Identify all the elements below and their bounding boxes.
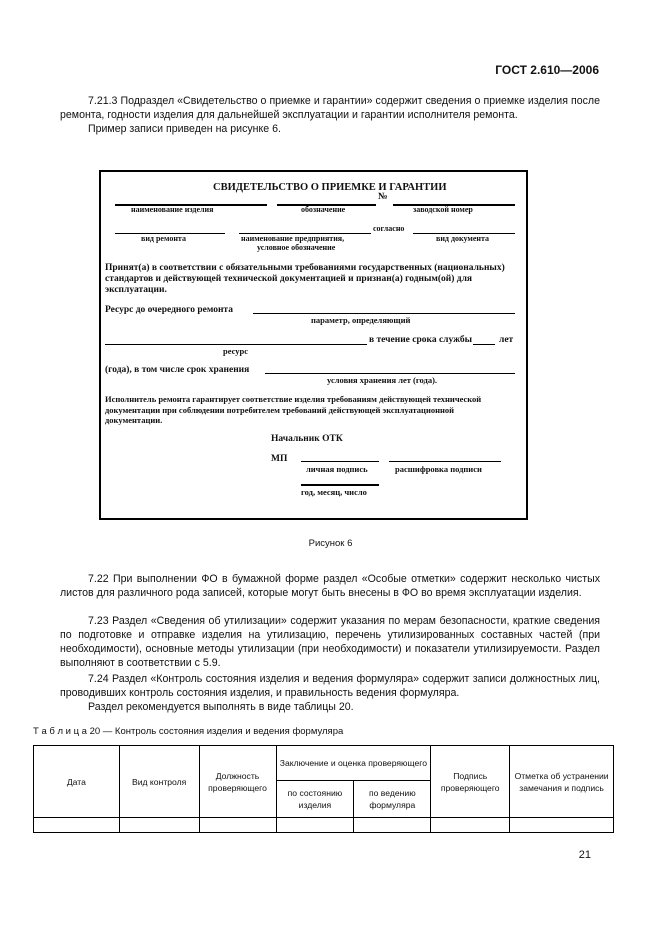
storage-cond-label: условия хранения лет (года). bbox=[327, 375, 438, 385]
service-label: в течение срока службы bbox=[369, 335, 473, 345]
number-sign: № bbox=[378, 192, 388, 202]
label-item-name: наименование изделия bbox=[131, 205, 214, 214]
header-control-type: Вид контроля bbox=[119, 746, 199, 818]
paragraph-7-24-b: Раздел рекомендуется выполнять в виде таблицы 20. bbox=[88, 701, 354, 713]
header-date: Дата bbox=[34, 746, 120, 818]
date-label: год, месяц, число bbox=[301, 487, 367, 497]
form-title: СВИДЕТЕЛЬСТВО О ПРИЕМКЕ И ГАРАНТИИ bbox=[213, 182, 447, 193]
resurs-label: ресурс bbox=[223, 346, 249, 356]
subheader-condition: по состоянию изделия bbox=[276, 781, 354, 818]
header-signature: Подпись проверяющего bbox=[431, 746, 510, 818]
param-label: параметр, определяющий bbox=[311, 315, 411, 325]
storage-label: (года), в том числе срок хранения bbox=[105, 365, 250, 375]
stamp-label: МП bbox=[271, 454, 288, 464]
page-number: 21 bbox=[578, 849, 591, 861]
control-table bbox=[33, 745, 614, 833]
paragraph-7-21-3: 7.21.3 Подраздел «Свидетельство о приемке и гарантии» содержит сведения о приемке изделия после ремонта, годности изделия для дальнейшей эксплуатации и гарантии исполнителя ремонта. bbox=[60, 95, 600, 121]
header-position: Должность проверяющего bbox=[199, 746, 276, 818]
label-code: условное обозначение bbox=[257, 243, 336, 252]
years-label: лет bbox=[499, 335, 514, 345]
header-remark: Отметка об устранении замечания и подпись bbox=[510, 746, 614, 818]
paragraph-7-22: 7.22 При выполнении ФО в бумажной форме раздел «Особые отметки» содержит несколько чистых листов для различного рода записей, которые могут быть внесены в ФО во время эксплуатации изделия. bbox=[60, 573, 600, 599]
label-enterprise: наименование предприятия, bbox=[241, 234, 345, 243]
signature-label: личная подпись bbox=[306, 464, 368, 474]
header-conclusion: Заключение и оценка проверяющего bbox=[276, 746, 431, 781]
signature-decode-label: расшифровка подписи bbox=[395, 464, 482, 474]
label-repair-type: вид ремонта bbox=[141, 234, 186, 243]
standard-header: ГОСТ 2.610—2006 bbox=[495, 63, 599, 77]
subheader-record: по ведению формуляра bbox=[354, 781, 431, 818]
warranty-text: Исполнитель ремонта гарантирует соответствие изделия требованиям действующей технической документации при соблюдении потребителем требований действующей эксплуатационной документации. bbox=[105, 394, 482, 425]
figure-caption: Рисунок 6 bbox=[308, 538, 353, 549]
figure-6-form bbox=[99, 170, 528, 520]
paragraph-7-21-3-example: Пример записи приведен на рисунке 6. bbox=[88, 123, 281, 135]
resource-label: Ресурс до очередного ремонта bbox=[105, 305, 233, 315]
accepted-text: Принят(а) в соответствии с обязательными требованиями государственных (национальных) стандартов и действующей технической документацией и признан(а) годным(ой) для эксплуатации. bbox=[105, 263, 505, 295]
table-caption: Т а б л и ц а 20 — Контроль состояния изделия и ведения формуляра bbox=[33, 726, 344, 737]
table-row bbox=[34, 818, 614, 833]
label-soglasno: согласно bbox=[373, 224, 405, 233]
chief-label: Начальник ОТК bbox=[271, 434, 343, 444]
label-designation: обозначение bbox=[301, 205, 346, 214]
paragraph-7-24: 7.24 Раздел «Контроль состояния изделия и ведения формуляра» содержит записи должностных лиц, проводивших контроль состояния изделия, и правильность ведения формуляра. bbox=[60, 673, 600, 699]
label-doc-type: вид документа bbox=[436, 234, 490, 243]
label-serial: заводской номер bbox=[413, 205, 473, 214]
paragraph-7-23: 7.23 Раздел «Сведения об утилизации» содержит указания по мерам безопасности, краткие сведения по подготовке и отправке изделия на утилизацию, перечень утилизированных составных частей (при необходимости), основные методы утилизации (при необходимости) и показатели утилизируемости. Раздел выполняют в соответствии с 5.9. bbox=[60, 615, 600, 669]
